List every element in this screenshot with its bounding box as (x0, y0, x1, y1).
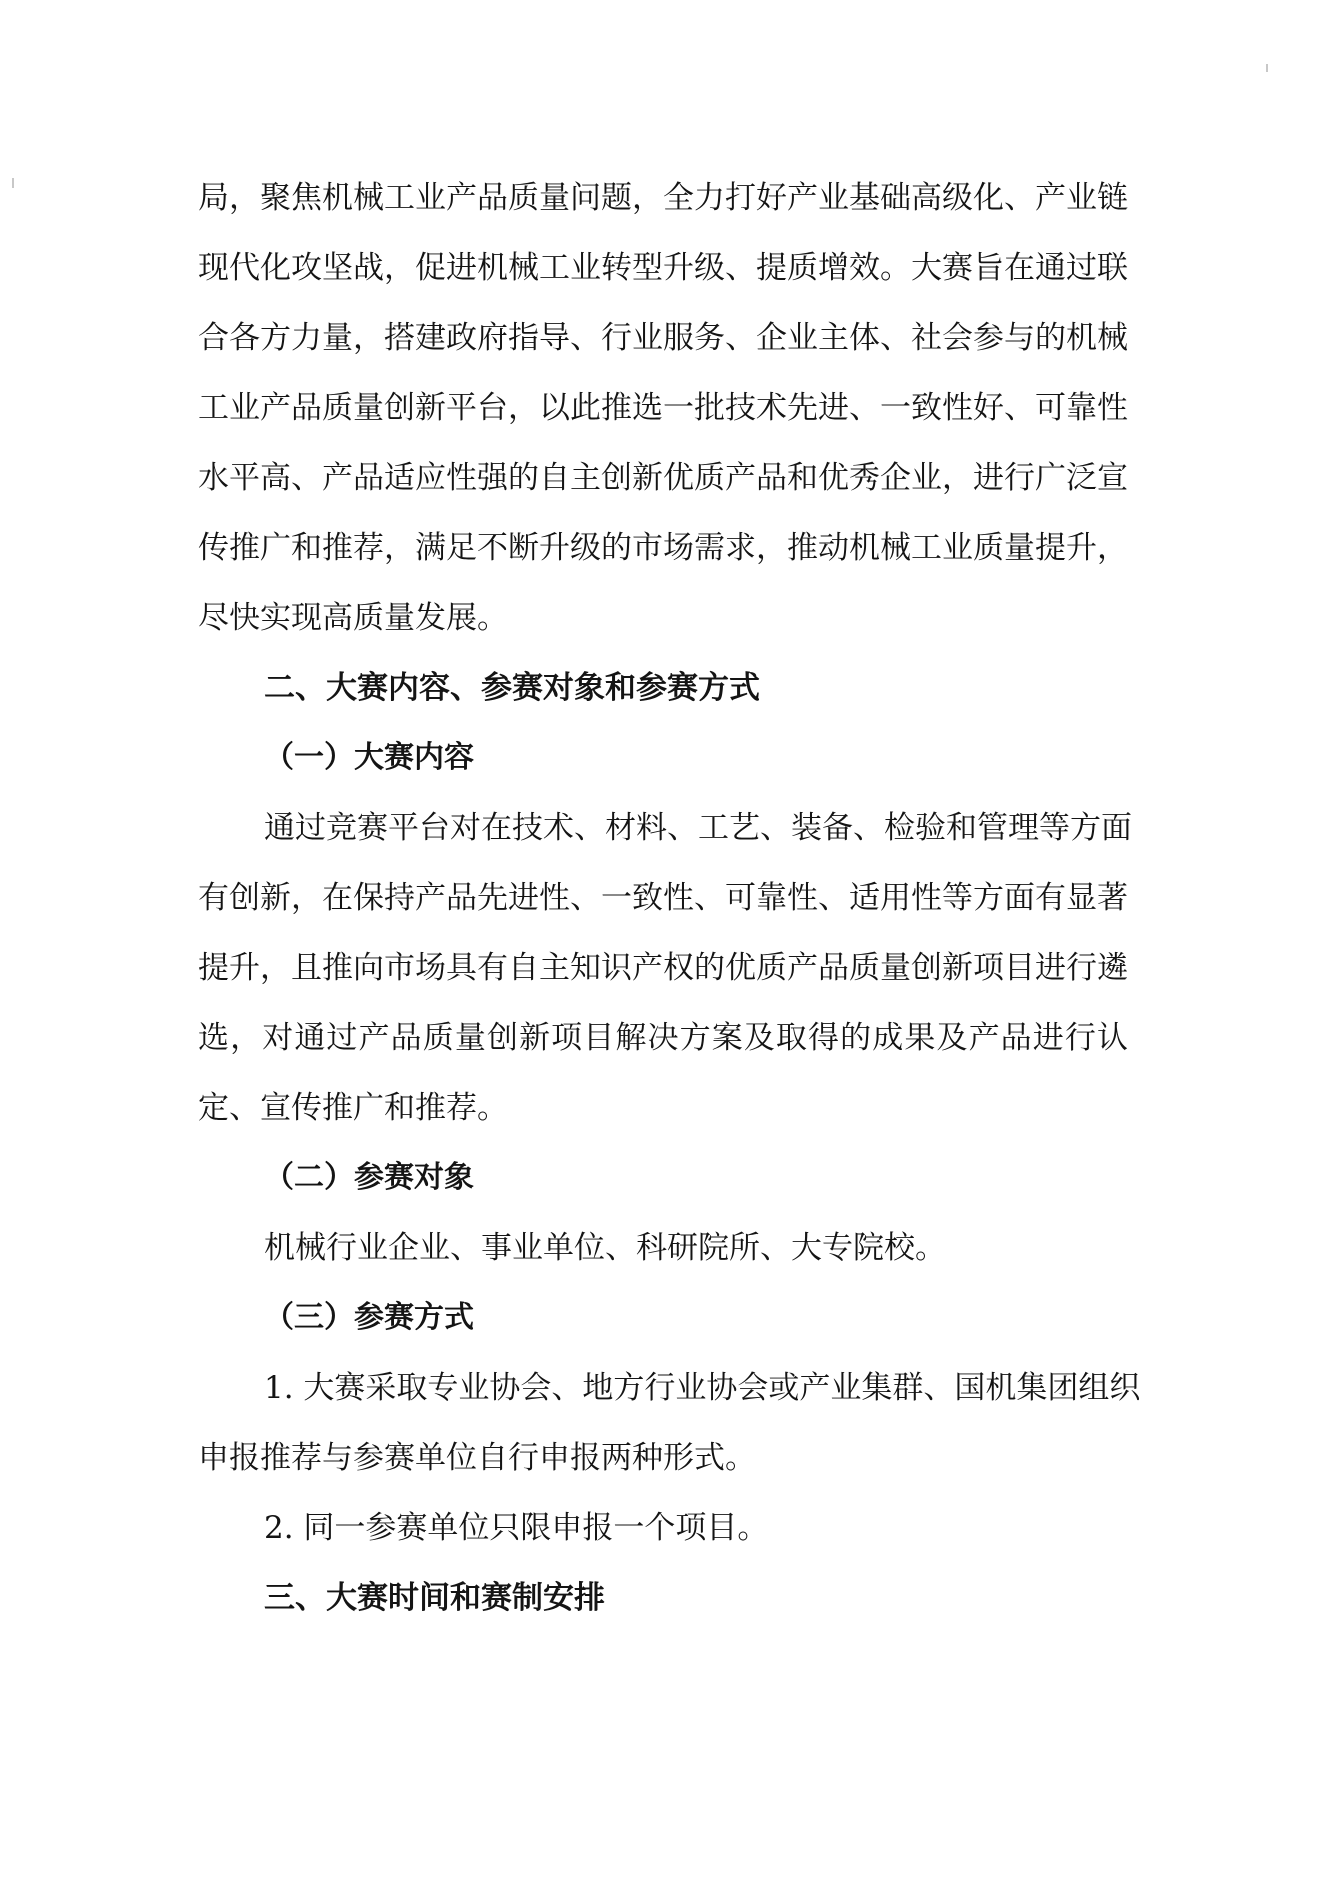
section-three-heading: 三、大赛时间和赛制安排 (264, 1580, 605, 1616)
sub1-line-3: 提升，且推向市场具有自主知识产权的优质产品质量创新项目进行遴 (198, 950, 1128, 986)
sub3-item2: 2. 同一参赛单位只限申报一个项目。 (264, 1510, 769, 1546)
intro-line-2: 现代化攻坚战，促进机械工业转型升级、提质增效。大赛旨在通过联 (198, 250, 1128, 286)
scan-speck (1266, 64, 1268, 72)
intro-line-7: 尽快实现高质量发展。 (198, 600, 508, 636)
subsection-3-heading: （三）参赛方式 (264, 1300, 474, 1335)
subsection-2-heading: （二）参赛对象 (264, 1160, 474, 1195)
sub3-item1-line-1: 1. 大赛采取专业协会、地方行业协会或产业集群、国机集团组织 (264, 1370, 1141, 1406)
sub1-line-2: 有创新，在保持产品先进性、一致性、可靠性、适用性等方面有显著 (198, 880, 1128, 916)
intro-line-5: 水平高、产品适应性强的自主创新优质产品和优秀企业，进行广泛宣 (198, 460, 1128, 496)
intro-line-3: 合各方力量，搭建政府指导、行业服务、企业主体、社会参与的机械 (198, 320, 1128, 356)
sub1-line-4: 选，对通过产品质量创新项目解决方案及取得的成果及产品进行认 (198, 1020, 1128, 1056)
sub1-line-5: 定、宣传推广和推荐。 (198, 1090, 508, 1126)
sub1-line-1: 通过竞赛平台对在技术、材料、工艺、装备、检验和管理等方面 (264, 810, 1132, 846)
intro-line-6: 传推广和推荐，满足不断升级的市场需求，推动机械工业质量提升， (198, 530, 1128, 566)
sub3-item1-line-2: 申报推荐与参赛单位自行申报两种形式。 (198, 1440, 756, 1476)
section-two-heading: 二、大赛内容、参赛对象和参赛方式 (264, 670, 760, 706)
scan-speck (12, 178, 14, 188)
intro-line-1: 局，聚焦机械工业产品质量问题，全力打好产业基础高级化、产业链 (198, 180, 1128, 216)
sub2-text: 机械行业企业、事业单位、科研院所、大专院校。 (264, 1230, 946, 1266)
intro-line-4: 工业产品质量创新平台，以此推选一批技术先进、一致性好、可靠性 (198, 390, 1128, 426)
subsection-1-heading: （一）大赛内容 (264, 740, 474, 775)
